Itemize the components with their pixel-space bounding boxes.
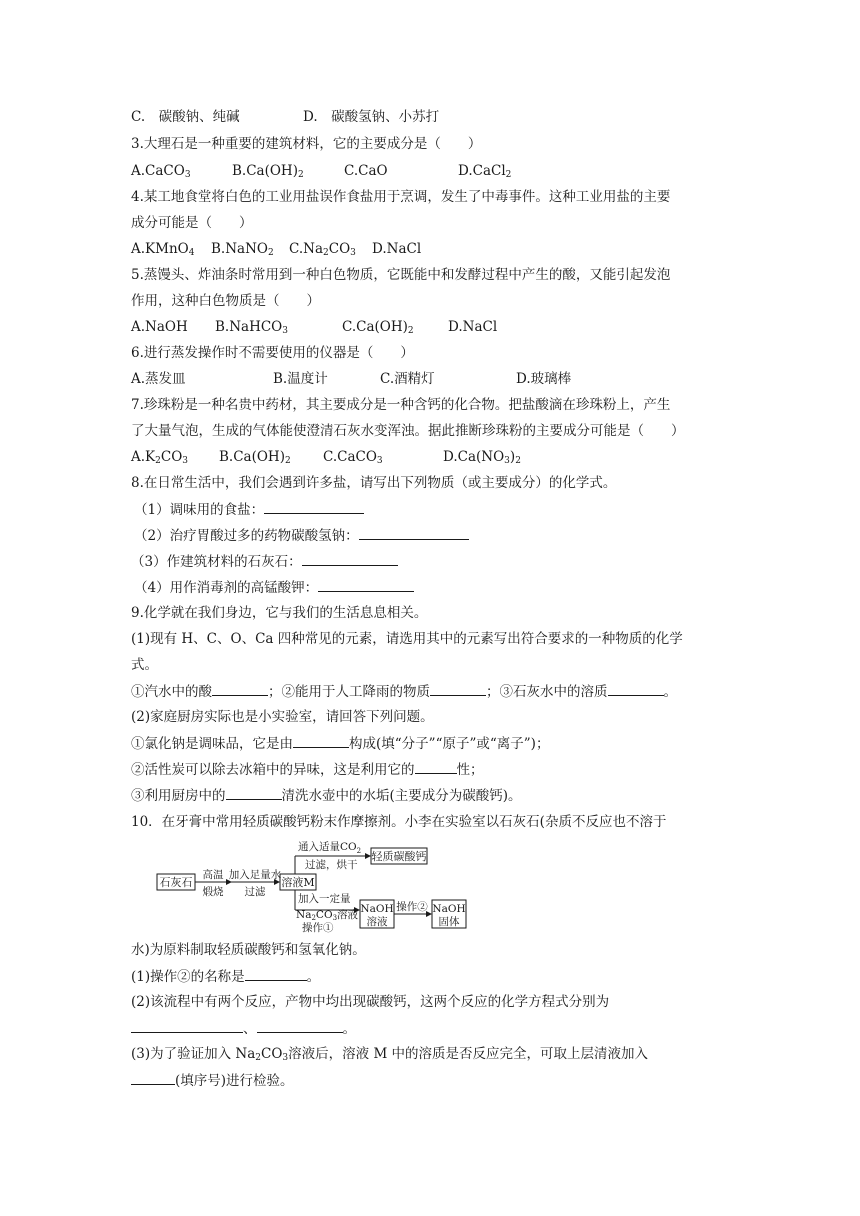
step2-top-label: 加入足量水 bbox=[228, 869, 282, 881]
q9-kitchen-blank[interactable] bbox=[226, 785, 282, 800]
op1-label: 操作① bbox=[302, 922, 334, 934]
q3-option-b[interactable]: $B.Ca(OH)_2$ bbox=[232, 163, 304, 180]
na2co3-mid-label: Na2CO3溶液 bbox=[296, 909, 359, 922]
q2-option-c[interactable]: C. 碳酸钠、纯碱 bbox=[131, 109, 240, 125]
q6-option-a[interactable]: A.蒸发皿 bbox=[131, 371, 186, 387]
limestone-label: 石灰石 bbox=[159, 876, 193, 889]
q9-part1-line2: 式。 bbox=[131, 657, 158, 673]
q5-stem-line1: 5.蒸馒头、炸油条时常用到一种白色物质，它既能中和发酵过程中产生的酸，又能引起发泡 bbox=[131, 267, 671, 283]
q9-property-blank[interactable] bbox=[415, 759, 457, 774]
q5-option-c[interactable]: $C.Ca(OH)_2$ bbox=[342, 319, 414, 336]
step1-bottom-label: 煅烧 bbox=[202, 886, 224, 898]
q5-option-d[interactable]: D.NaCl bbox=[448, 319, 498, 335]
q4-option-a[interactable]: A.KMnO$_4$ bbox=[131, 241, 195, 258]
q7-stem-line2: 了大量气泡，生成的气体能使澄清石灰水变浑浊。据此推断珍珠粉的主要成分可能是（ ） bbox=[131, 423, 685, 439]
q9-part1-line1: (1)现有 H、C、O、Ca 四种常见的元素，请选用其中的元素写出符合要求的一种物质的化学 bbox=[131, 631, 683, 647]
q3-stem: 3.大理石是一种重要的建筑材料，它的主要成分是（ ） bbox=[131, 136, 482, 152]
q7-stem-line1: 7.珍珠粉是一种名贵中药材，其主要成分是一种含钙的化合物。把盐酸滴在珍珠粉上，产生 bbox=[131, 397, 671, 413]
q8-answer-blank-4[interactable] bbox=[318, 577, 414, 592]
q9-rain-blank[interactable] bbox=[430, 681, 486, 696]
q10-part2-line2: 、 。 bbox=[131, 1018, 356, 1039]
q9-solute-blank[interactable] bbox=[608, 681, 664, 696]
q9-part1-blanks: ①汽水中的酸 ；②能用于人工降雨的物质 ；③石灰水中的溶质 。 bbox=[131, 681, 677, 702]
q3-option-a[interactable]: A.CaCO$_3$ bbox=[131, 163, 191, 180]
q6-options bbox=[131, 369, 572, 389]
q5-option-b[interactable]: B.NaHCO$_3$ bbox=[215, 319, 288, 336]
q10-part3-line2: (填序号)进行检验。 bbox=[131, 1070, 294, 1091]
q6-stem: 6.进行蒸发操作时不需要使用的仪器是（ ） bbox=[131, 345, 414, 361]
q4-options bbox=[131, 239, 422, 259]
step2-bottom-label: 过滤 bbox=[244, 886, 266, 898]
q9-particle-blank[interactable] bbox=[293, 733, 349, 748]
q10-stem-line1: 10．在牙膏中常用轻质碳酸钙粉末作摩擦剂。小李在实验室以石灰石(杂质不反应也不溶于 bbox=[131, 814, 667, 830]
step1-top-label: 高温 bbox=[202, 869, 224, 881]
q9-part2: (2)家庭厨房实际也是小实验室，请回答下列问题。 bbox=[131, 709, 434, 725]
q3-option-c[interactable]: C.CaO bbox=[344, 163, 388, 179]
q3-options bbox=[131, 161, 512, 181]
q8-answer-blank-2[interactable] bbox=[359, 525, 469, 540]
na2co3-top-label: 加入一定量 bbox=[298, 893, 351, 905]
q4-option-b[interactable]: B.NaNO$_2$ bbox=[211, 241, 274, 258]
q3-option-d[interactable]: D.CaCl$_2$ bbox=[458, 163, 512, 180]
q9-part2-a: ①氯化钠是调味品，它是由 构成(填“分子”“原子”或“离子”)； bbox=[131, 733, 549, 754]
naoh-solid-label-2: 固体 bbox=[438, 916, 460, 928]
q6-option-d[interactable]: D.玻璃棒 bbox=[516, 371, 572, 387]
q7-option-d[interactable]: $D.Ca(NO_3)_2$ bbox=[443, 449, 521, 466]
q4-option-c[interactable]: $C.Na_2CO_3$ bbox=[289, 241, 356, 258]
q10-part3-line1: (3)为了验证加入 $Na_2CO_3$溶液后，溶液 M 中的溶质是否反应完全，可取上层清液加入 bbox=[131, 1046, 649, 1063]
naoh-solid-label-1: NaOH bbox=[432, 903, 466, 915]
q6-option-c[interactable]: C.酒精灯 bbox=[380, 371, 435, 387]
q6-option-b[interactable]: B.温度计 bbox=[273, 371, 328, 387]
q10-part2-line1: (2)该流程中有两个反应，产物中均出现碳酸钙，这两个反应的化学方程式分别为 bbox=[131, 994, 610, 1010]
q8-item-4: （4）用作消毒剂的高锰酸钾： bbox=[134, 577, 414, 598]
q5-option-a[interactable]: A.NaOH bbox=[131, 319, 188, 335]
q10-equation-blank-1[interactable] bbox=[131, 1018, 243, 1033]
light-caco3-label: 轻质碳酸钙 bbox=[371, 850, 427, 863]
co2-bottom-label: 过滤，烘干 bbox=[305, 859, 358, 871]
q5-stem-line2: 作用，这种白色物质是（ ） bbox=[131, 293, 320, 309]
q9-part2-b: ②活性炭可以除去冰箱中的异味，这是利用它的 性； bbox=[131, 759, 484, 780]
q9-part2-c: ③利用厨房中的 清洗水壶中的水垢(主要成分为碳酸钙)。 bbox=[131, 785, 522, 806]
co2-top-label: 通入适量$CO_2$ bbox=[298, 841, 362, 855]
q10-op2-blank[interactable] bbox=[245, 966, 307, 981]
q10-part1: (1)操作②的名称是 。 bbox=[131, 966, 320, 987]
solution-m-label: 溶液M bbox=[281, 876, 315, 889]
q4-stem-line1: 4.某工地食堂将白色的工业用盐误作食盐用于烹调，发生了中毒事件。这种工业用盐的主要 bbox=[131, 189, 671, 205]
q2-option-d[interactable]: D. 碳酸氢钠、小苏打 bbox=[303, 109, 440, 125]
q9-acid-blank[interactable] bbox=[212, 681, 268, 696]
q4-option-d[interactable]: D.NaCl bbox=[372, 241, 422, 257]
op2-label: 操作② bbox=[396, 901, 428, 913]
q8-answer-blank-1[interactable] bbox=[264, 499, 364, 514]
naoh-solution-label-2: 溶液 bbox=[366, 916, 388, 928]
q10-reagent-blank[interactable] bbox=[131, 1070, 175, 1085]
q7-option-c[interactable]: C.CaCO$_3$ bbox=[323, 449, 383, 466]
q10-stem-line2: 水)为原料制取轻质碳酸钙和氢氧化钠。 bbox=[131, 942, 366, 958]
q7-option-b[interactable]: $B.Ca(OH)_2$ bbox=[219, 449, 291, 466]
q7-option-a[interactable]: $A.K_2CO_3$ bbox=[131, 449, 189, 466]
q7-options bbox=[131, 447, 521, 467]
q9-stem: 9.化学就在我们身边，它与我们的生活息息相关。 bbox=[131, 605, 428, 621]
q8-answer-blank-3[interactable] bbox=[302, 551, 398, 566]
q4-stem-line2: 成分可能是（ ） bbox=[131, 215, 253, 231]
q2-options bbox=[131, 107, 440, 127]
q10-flow-diagram bbox=[155, 838, 475, 934]
naoh-solution-label-1: NaOH bbox=[360, 903, 394, 915]
q5-options bbox=[131, 317, 498, 337]
q8-item-1: （1）调味用的食盐： bbox=[134, 499, 364, 520]
q8-item-3: （3）作建筑材料的石灰石： bbox=[131, 551, 398, 572]
q8-stem: 8.在日常生活中，我们会遇到许多盐，请写出下列物质（或主要成分）的化学式。 bbox=[131, 475, 617, 491]
q8-item-2: （2）治疗胃酸过多的药物碳酸氢钠： bbox=[134, 525, 469, 546]
q10-equation-blank-2[interactable] bbox=[257, 1018, 343, 1033]
